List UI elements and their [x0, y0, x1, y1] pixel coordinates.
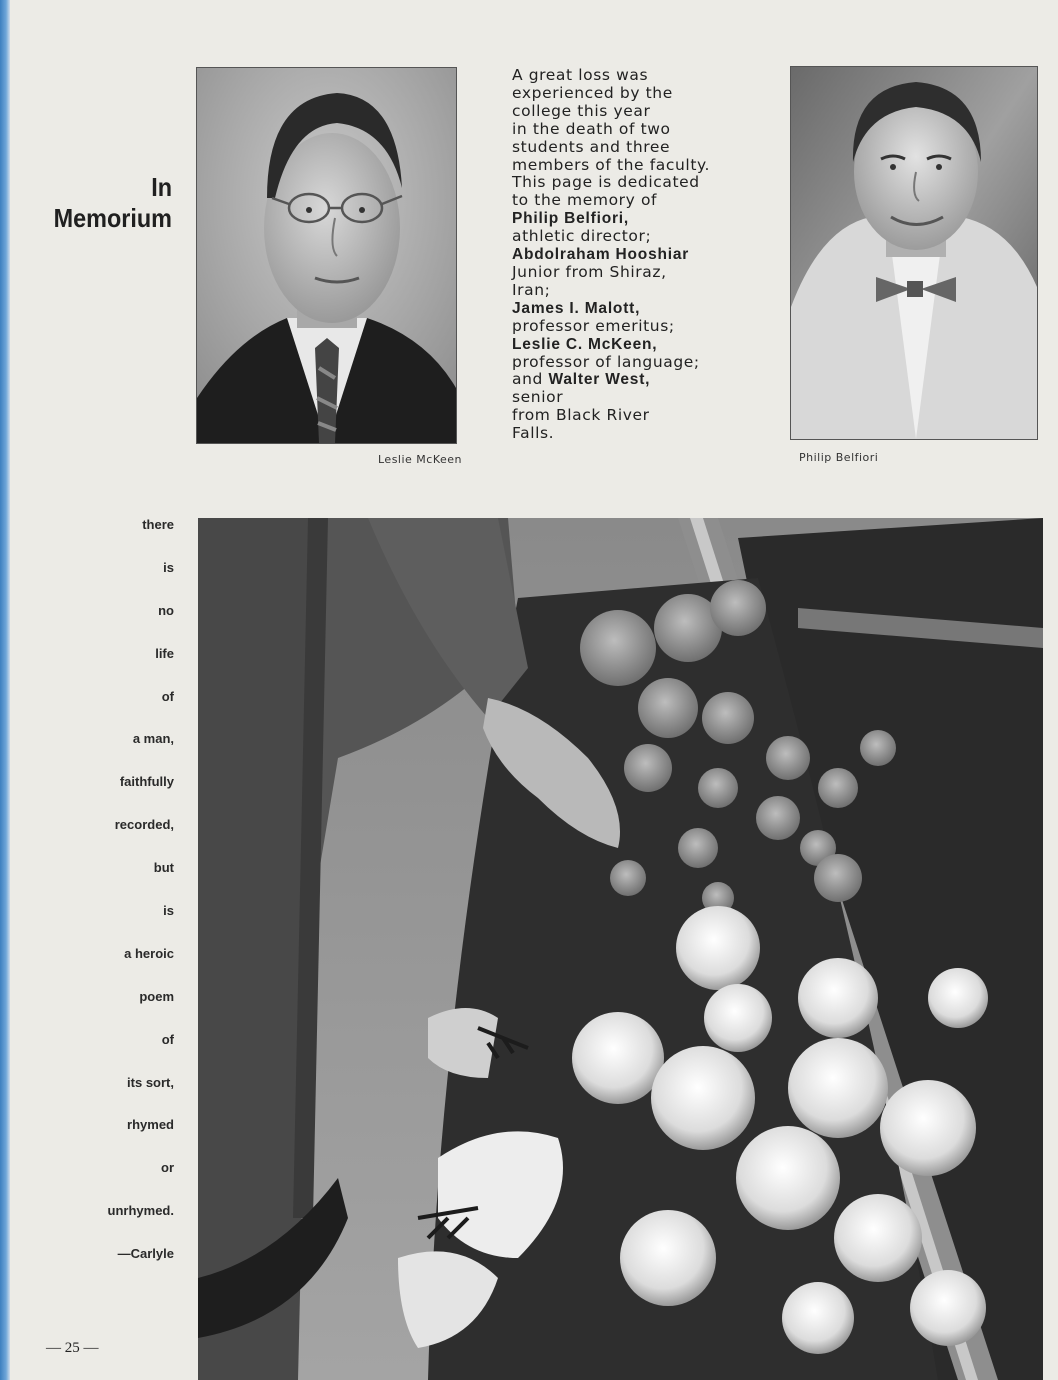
dedication-line: and Walter West,	[512, 370, 651, 389]
dedication-line: Junior from Shiraz,	[512, 262, 667, 281]
verse-line: unrhymed.	[107, 1203, 174, 1219]
dedication-line: to the memory of	[512, 191, 658, 210]
dedication-line: professor emeritus;	[512, 316, 675, 335]
dedication-line: This page is dedicated	[512, 173, 700, 192]
dedication-line: from Black River	[512, 406, 650, 425]
verse-line: of	[161, 1031, 174, 1047]
verse-line: a man,	[132, 731, 174, 747]
heading-line-1: In	[151, 172, 172, 202]
dedication-line: members of the faculty.	[512, 155, 711, 174]
verse-line: poem	[139, 988, 174, 1004]
verse-line: no	[158, 602, 174, 618]
dedication-text	[512, 67, 772, 443]
dedication-line: in the death of two	[512, 119, 671, 138]
verse-line: recorded,	[114, 817, 174, 833]
page-heading	[35, 172, 172, 234]
portrait-leslie-mckeen	[196, 67, 457, 444]
verse-line: life	[155, 645, 174, 661]
verse-line: or	[161, 1160, 174, 1176]
caption-philip-belfiori: Philip Belfiori	[799, 451, 879, 464]
dedication-line: A great loss was	[512, 66, 649, 84]
dedication-line: professor of language;	[512, 352, 700, 371]
verse-line: faithfully	[119, 774, 174, 790]
verse-line: there	[142, 517, 174, 532]
dedication-line: experienced by the	[512, 83, 673, 102]
caption-leslie-mckeen: Leslie McKeen	[378, 453, 463, 466]
dedication-line: students and three	[512, 137, 671, 156]
dedication-line: Leslie C. McKeen,	[512, 335, 658, 353]
verse-line: a heroic	[124, 945, 174, 961]
dedication-line: senior	[512, 388, 564, 407]
verse-line: its sort,	[127, 1074, 174, 1090]
verse-line: is	[163, 903, 174, 919]
dedication-line: college this year	[512, 101, 651, 120]
verse-line: is	[163, 559, 174, 575]
book-spine-edge	[0, 0, 10, 1380]
heading-line-2: Memorium	[53, 203, 172, 233]
photo-casket-flowers	[198, 518, 1043, 1380]
dedication-line: James I. Malott,	[512, 299, 641, 317]
portrait-philip-belfiori	[790, 66, 1038, 440]
verse-line: of	[161, 688, 174, 704]
verse-line: but	[153, 860, 174, 876]
dedication-line: Iran;	[512, 280, 551, 299]
carlyle-verse	[108, 512, 174, 1284]
dedication-line: Falls.	[512, 424, 555, 443]
dedication-line: athletic director;	[512, 227, 652, 246]
dedication-name: Walter West,	[548, 371, 651, 389]
verse-line: rhymed	[127, 1117, 174, 1133]
page-number: — 25 —	[46, 1340, 99, 1356]
verse-line: —Carlyle	[117, 1246, 174, 1262]
dedication-line: Abdolraham Hooshiar	[512, 246, 690, 264]
dedication-line: Philip Belfiori,	[512, 210, 630, 228]
